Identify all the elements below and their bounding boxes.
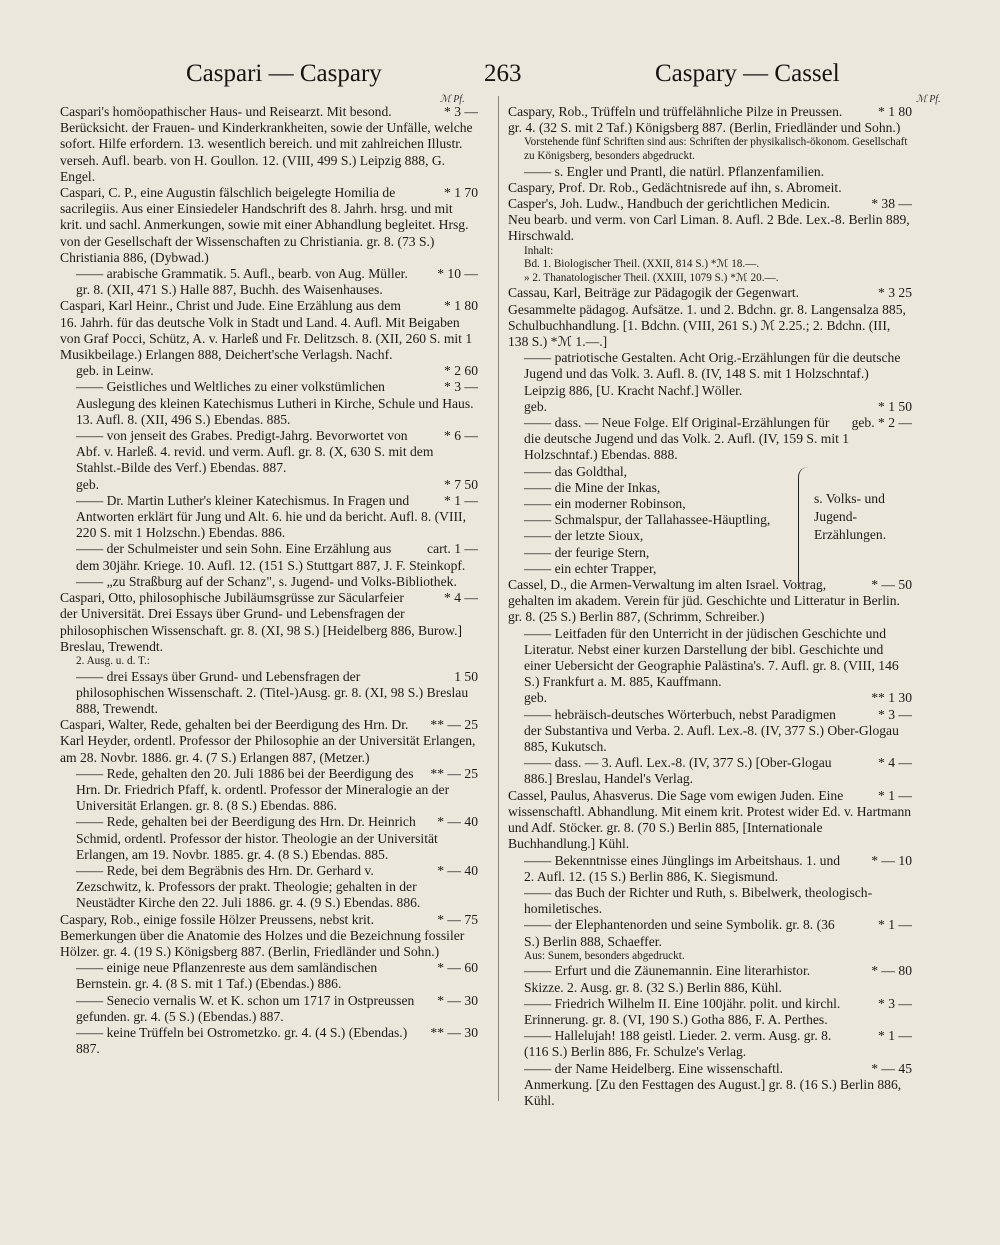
entry-price: * — 50 [871,577,912,593]
catalog-entry [508,577,912,626]
catalog-entry [60,477,478,493]
entry-price: * 1 80 [878,104,912,119]
entry-text: —— Dr. Martin Luther's kleiner Katechismus. In Fragen und Antworten erklärt für Jung und Alt. 6. hie und da bericht. Aufl. 8. (VIII, 220 S. mit 1 Holzschn.) Ebendas. 886. [76,492,466,541]
catalog-entry [60,104,478,185]
entry-text: geb. [524,398,548,414]
entry-price: * — 40 [437,862,478,878]
entry-text: —— Hallelujah! 188 geistl. Lieder. 2. verm. Ausg. gr. 8. (116 S.) Berlin 886, Fr. Schulze's Verlag. [524,1028,832,1060]
currency-label-left: ℳ Pf. [440,94,465,105]
entry-price: ** — 25 [430,765,478,781]
entry-price: ** — 25 [430,717,478,733]
entry-text: Caspari, C. P., eine Augustin fälschlich beigelegte Homilia de sacrilegiis. Aus einer Einsiedeler Handschrift des 8. Jahrh. hrsg. und mit krit. und sachl. Anmerkungen, sowie mit einer Abhandlung begleitet. Hrsg. von der Gesellschaft der Wissenschaften zu Christiania. gr. 8. (73 S.) Christiania 886, (Dybwad.) [60,185,469,265]
entry-price: * 6 — [444,428,478,444]
catalog-entry [508,950,912,964]
catalog-entry [508,885,912,917]
entry-text: —— dass. — Neue Folge. Elf Original-Erzählungen für die deutsche Jugend und das Volk. 2. Aufl. (IV, 159 S. mit 1 Holzschntaf.) Ebendas. 888. [524,415,850,463]
page-number: 263 [484,60,522,87]
catalog-entry [508,853,912,885]
catalog-entry [60,717,478,766]
catalog-entry [508,1061,912,1110]
bracket-item: —— das Goldthal, [524,463,628,479]
entry-text: —— „zu Straßburg auf der Schanz", s. Jugend- und Volks-Bibliothek. [76,573,457,589]
catalog-entry [60,1025,478,1057]
entry-price: * — 30 [437,992,478,1008]
catalog-entry [60,669,478,718]
entry-text: Bd. 1. Biologischer Theil. (XXII, 814 S.) *ℳ 18.—. [524,258,760,271]
catalog-entry [60,574,478,590]
catalog-entry [508,788,912,853]
entry-price: * 7 50 [444,476,478,492]
entry-text: —— s. Engler und Prantl, die natürl. Pflanzenfamilien. [524,163,825,179]
catalog-entry [508,196,912,245]
entry-price: * 2 60 [444,363,478,379]
catalog-entry [60,590,478,655]
entry-price: * — 45 [871,1060,912,1076]
entry-price: cart. 1 — [427,541,478,557]
entry-price: * 1 70 [444,185,478,201]
entry-text: Caspari's homöopathischer Haus- und Reisearzt. Mit besond. Berücksicht. der Frauen- und Kinderkrankheiten, sowie der Unfälle, welche sofort. Hilfe erfordern. 13. wesentlich bereich. und mit zahlreichen Illustr. verseh. Aufl. bearb. von H. Goullon. 12. (VIII, 499 S.) Leipzig 888, G. Engel. [60,104,473,184]
left-column [60,104,478,1057]
catalog-entry [60,541,478,573]
entry-text: —— Bekenntnisse eines Jünglings im Arbeitshaus. 1. und 2. Aufl. 12. (15 S.) Berlin 886, K. Siegismund. [524,852,841,884]
bracket-item: —— Schmalspur, der Tallahassee-Häuptling, [524,512,771,528]
entry-price: * 3 — [878,995,912,1011]
catalog-entry [508,272,912,286]
entry-price: * 4 — [444,590,478,606]
entry-text: 2. Ausg. u. d. T.: [76,654,150,667]
entry-text: —— keine Trüffeln bei Ostrometzko. gr. 4. (4 S.) (Ebendas.) 887. [76,1024,408,1057]
catalog-entry [60,766,478,815]
catalog-entry [508,104,912,136]
entry-text: Cassel, Paulus, Ahasverus. Die Sage vom ewigen Juden. Eine wissenschaftl. Abhandlung. Mit einem krit. Protest wider Ed. v. Hartmann und Adf. Stöcker. gr. 8. (70 S.) Berlin 885, [Internationale Buchhandlung.] Kühl. [508,787,912,852]
catalog-entry [508,180,912,196]
catalog-entry [508,917,912,949]
entry-price: * 3 — [878,706,912,722]
entry-price: 1 50 [454,668,478,684]
entry-text: —— Friedrich Wilhelm II. Eine 100jähr. polit. und kirchl. Erinnerung. gr. 8. (VI, 190 S.) Gotha 886, F. A. Perthes. [524,995,841,1027]
entry-text: Cassel, D., die Armen-Verwaltung im alten Israel. Vortrag, gehalten im akadem. Verein für jüd. Geschichte und Litteratur in Berlin. gr. 8. (25 S.) Berlin 887, (Schrimm, Schreiber.) [508,577,900,625]
entry-text: Inhalt: [524,244,554,257]
entry-text: —— von jenseit des Grabes. Predigt-Jahrg. Bevorwortet von Abf. v. Harleß. 4. revid. und verm. Aufl. gr. 8. (X, 630 S. mit dem Stahlst.-Bilde des Verf.) Ebendas. 887. [76,428,434,476]
catalog-entry [60,912,478,961]
entry-text: » 2. Thanatologischer Theil. (XXIII, 1079 S.) *ℳ 20.—. [524,271,779,284]
catalog-entry [60,863,478,912]
entry-price: * — 60 [437,960,478,976]
currency-label-right: ℳ Pf. [916,94,941,105]
catalog-entry [60,379,478,428]
bracket-item: —— der feurige Stern, [524,544,650,560]
catalog-entry [508,164,912,180]
entry-text: Vorstehende fünf Schriften sind aus: Schriften der physikalisch-ökonom. Gesellschaft zu Königsberg, besonders abgedruckt. [524,136,908,162]
catalog-entry [60,493,478,542]
bracket-item: —— ein moderner Robinson, [524,496,686,512]
entry-text: —— Rede, bei dem Begräbnis des Hrn. Dr. Gerhard v. Zezschwitz, k. Professors der prakt. Theologie; gehalten in der Neustädter Kirche den 22. Juli 1886. gr. 4. (9 S.) Ebendas. 886. [76,862,421,911]
entry-text: —— einige neue Pflanzenreste aus dem samländischen Bernstein. gr. 4. (8 S. mit 1 Taf.) (Ebendas.) 886. [76,960,378,992]
catalog-entry [508,415,912,464]
entry-text: geb. [524,690,548,706]
catalog-entry [508,996,912,1028]
entry-price: * 4 — [878,755,912,771]
catalog-entry [508,963,912,995]
right-column-bottom [508,577,912,1109]
entry-price: ** 1 30 [871,690,912,706]
catalog-entry [508,136,912,163]
catalog-entry [508,1028,912,1060]
catalog-entry [508,626,912,691]
entry-text: Caspary, Rob., einige fossile Hölzer Preussens, nebst krit. Bemerkungen über die Anatomie des Holzes und die Bezeichnung fossiler Hölzer. gr. 4. (19 S.) Königsberg 887. (Berlin, Friedländer und Sohn.) [60,911,465,959]
bracket-item: —— die Mine der Inkas, [524,479,661,495]
entry-text: —— der Name Heidelberg. Eine wissenschaftl. Anmerkung. [Zu den Festtagen des August.] gr. 8. (16 S.) Berlin 886, Kühl. [524,1060,902,1108]
entry-price: ** — 30 [430,1024,478,1040]
bracket-item: —— der letzte Sioux, [524,528,644,544]
entry-price: * — 75 [437,911,478,927]
entry-price: * 3 — [444,104,478,119]
catalog-entry [60,960,478,992]
catalog-entry [60,266,478,298]
entry-text: Caspari, Karl Heinr., Christ und Jude. Eine Erzählung aus dem 16. Jahrh. für das deutsche Volk in Stadt und Land. 4. Aufl. Mit Beigaben von Graf Pocci, Schütz, A. v. Harleß und Fr. Delitzsch. 8. (XII, 260 S. mit 1 Musikbeilage.) Erlangen 888, Deichert'sche Verlagsh. Nachf. [60,298,473,363]
catalog-entry [508,399,912,415]
catalog-entry [60,298,478,363]
entry-price: * 1 — [878,1028,912,1044]
catalog-entry [508,245,912,259]
running-head-left: Caspari — Caspary [186,60,382,87]
entry-price: * — 40 [437,814,478,830]
entry-price: geb. * 2 — [851,415,912,431]
entry-text: —— Geistliches und Weltliches zu einer volkstümlichen Auslegung des kleinen Katechismus Lutheri in Kirche, Schule und Haus. 13. Aufl. 8. (XII, 496 S.) Ebendas. 885. [76,379,474,427]
right-column [508,104,912,1109]
entry-price: * 10 — [437,266,478,282]
entry-price: * 1 80 [444,298,478,314]
curly-bracket [798,467,809,591]
entry-text: —— Rede, gehalten den 20. Juli 1886 bei der Beerdigung des Hrn. Dr. Friedrich Pfaff, k. ordentl. Professor der Mineralogie an der Universität Erlangen. gr. 8. (8 S.) Ebendas. 886. [76,765,450,814]
entry-text: —— dass. — 3. Aufl. Lex.-8. (IV, 377 S.) [Ober-Glogau 886.] Breslau, Handel's Verlag. [524,755,832,787]
entry-price: * 3 — [444,379,478,395]
catalog-entry [60,655,478,669]
catalog-entry [60,428,478,477]
entry-price: * 1 — [878,787,912,803]
entry-text: Aus: Sunem, besonders abgedruckt. [524,949,685,962]
entry-text: geb. in Leinw. [76,363,154,379]
entry-text: Caspary, Prof. Dr. Rob., Gedächtnisrede auf ihn, s. Abromeit. [508,179,842,195]
entry-price: * 3 25 [878,285,912,301]
catalog-entry [508,707,912,756]
entry-text: —— drei Essays über Grund- und Lebensfragen der philosophischen Wissenschaft. 2. (Titel-)Ausg. gr. 8. (XI, 98 S.) Breslau 888, Trewendt. [76,668,469,716]
catalog-entry [508,258,912,272]
column-divider [498,96,499,1101]
entry-text: —— Senecio vernalis W. et K. schon um 1717 in Ostpreussen gefunden. gr. 4. (5 S.) (Ebendas.) 887. [76,992,415,1024]
entry-text: —— Rede, gehalten bei der Beerdigung des Hrn. Dr. Heinrich Schmid, ordentl. Professor der histor. Theologie an der Universität Erlangen, am 19. Novbr. 1885. gr. 4. (8 S.) Ebendas. 885. [76,814,438,862]
entry-text: Caspary, Rob., Trüffeln und trüffelähnliche Pilze in Preussen. gr. 4. (32 S. mit 2 Taf.) Königsberg 887. (Berlin, Friedländer und Sohn.) [508,104,901,136]
catalog-entry [508,285,912,350]
entry-text: geb. [76,476,100,492]
entry-text: —— der Schulmeister und sein Sohn. Eine Erzählung aus dem 30jähr. Kriege. 10. Aufl. 12. (151 S.) Stuttgart 887, J. F. Steinkopf. [76,541,466,573]
entry-price: * 38 — [871,196,912,211]
catalog-entry [508,755,912,787]
catalog-entry [60,363,478,379]
entry-price: * 1 — [444,492,478,508]
entry-price: * 1 50 [878,398,912,414]
bracket-group [508,464,912,577]
catalog-entry [60,814,478,863]
entry-text: —— patriotische Gestalten. Acht Orig.-Erzählungen für die deutsche Jugend und das Volk. 3. Aufl. 8. (IV, 148 S. mit 1 Holzschntaf.) Leipzig 886, [U. Kracht Nachf.] Wöller. [524,350,901,398]
entry-price: * — 10 [871,852,912,868]
catalog-entry [60,993,478,1025]
entry-text: —— Erfurt und die Zäunemannin. Eine literarhistor. Skizze. 2. Ausg. gr. 8. (32 S.) Berlin 886, Kühl. [524,963,811,995]
entry-text: Cassau, Karl, Beiträge zur Pädagogik der Gegenwart. Gesammelte pädagog. Aufsätze. 1. und 2. Bdchn. gr. 8. Langensalza 885, Schulbuchhandlung. [1. Bdchn. (VIII, 261 S.) ℳ 2.25.; 2. Bdchn. (III, 138 S.) *ℳ 1.—.] [508,285,906,349]
entry-text: Caspari, Otto, philosophische Jubiläumsgrüsse zur Säcularfeier der Universität. Drei Essays über Grund- und Lebensfragen der philosophischen Wissenschaft. gr. 8. (XI, 98 S.) [Heidelberg 886, Burow.] Breslau, Trewendt. [60,590,463,654]
entry-text: —— arabische Grammatik. 5. Aufl., bearb. von Aug. Müller. gr. 8. (XII, 471 S.) Halle 887, Buchh. des Waisenhauses. [76,266,408,298]
right-column-top [508,104,912,464]
entry-text: Caspari, Walter, Rede, gehalten bei der Beerdigung des Hrn. Dr. Karl Heyder, ordentl. Professor der Philosophie an der Universität Erlangen, am 28. Novbr. 1886. gr. 4. (7 S.) Erlangen 887, (Metzer.) [60,717,476,765]
catalog-entry [60,185,478,266]
entry-text: —— hebräisch-deutsches Wörterbuch, nebst Paradigmen der Substantiva und Verba. 2. Aufl. Lex.-8. (IV, 377 S.) Ober-Glogau 885, Kukutsch. [524,706,899,755]
bracket-label: s. Volks- und Jugend-Erzählungen. [814,490,887,542]
entry-text: Casper's, Joh. Ludw., Handbuch der gerichtlichen Medicin. Neu bearb. und verm. von Carl Liman. 8. Aufl. 2 Bde. Lex.-8. Berlin 889, Hirschwald. [508,196,910,244]
bracket-item: —— ein echter Trapper, [524,560,657,576]
entry-price: * 1 — [878,917,912,933]
entry-text: —— der Elephantenorden und seine Symbolik. gr. 8. (36 S.) Berlin 888, Schaeffer. [524,917,835,949]
running-head-right: Caspary — Cassel [655,60,840,87]
entry-text: —— das Buch der Richter und Ruth, s. Bibelwerk, theologisch-homiletisches. [524,884,873,917]
catalog-entry [508,350,912,399]
entry-price: * — 80 [871,963,912,979]
entry-text: —— Leitfaden für den Unterricht in der jüdischen Geschichte und Literatur. Nebst einer kurzen Darstellung der bibl. Geschichte und einer Uebersicht der Geographie Palästina's. 7. Aufl. gr. 8. (VIII, 146 S.) Frankfurt a. M. 885, Kauffmann. [524,625,899,690]
catalog-entry [508,690,912,706]
